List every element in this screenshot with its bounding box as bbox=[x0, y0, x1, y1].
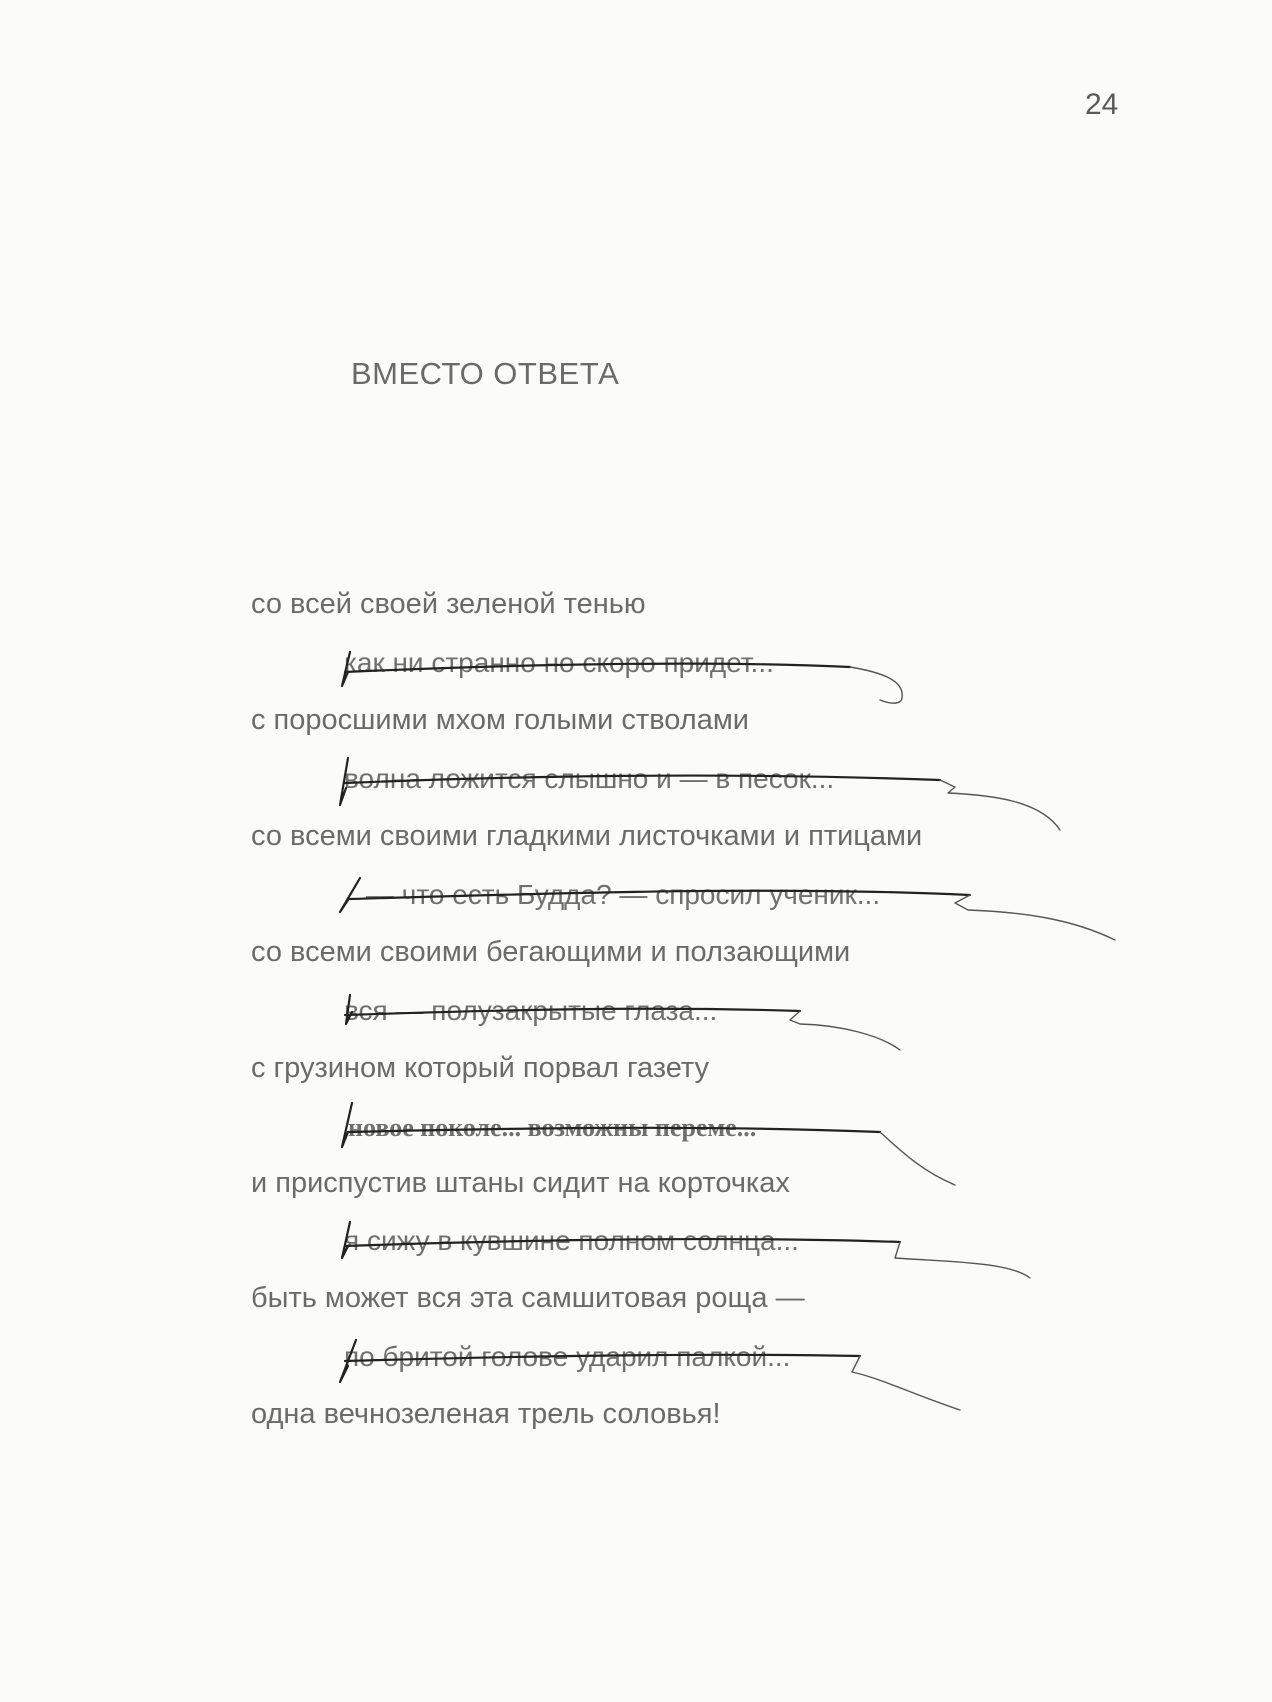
struck-line: по бритой голове ударил палкой... bbox=[344, 1341, 791, 1372]
struck-line: — что есть Будда? — спросил ученик... bbox=[366, 879, 881, 910]
hook-tail bbox=[850, 667, 902, 703]
struck-line: вся — полузакрытые глаза... bbox=[344, 995, 718, 1026]
hook-tail bbox=[940, 780, 1060, 830]
hook-tail bbox=[790, 1011, 900, 1050]
poem-line: со всеми своими бегающими и ползающими bbox=[251, 936, 851, 968]
poem-line: с грузином который порвал газету bbox=[251, 1052, 710, 1084]
poem-line: одна вечнозеленая трель соловья! bbox=[251, 1398, 721, 1430]
poem-line: быть может вся эта самшитовая роща — bbox=[251, 1282, 805, 1314]
hook-tail bbox=[955, 895, 1115, 940]
struck-line: волна ложится слышно и — в песок... bbox=[344, 763, 835, 794]
poem-line: со всей своей зеленой тенью bbox=[251, 588, 646, 620]
hook-tail bbox=[852, 1356, 960, 1410]
poem-line: с поросшими мхом голыми стволами bbox=[251, 704, 749, 736]
bracket-mark bbox=[340, 878, 360, 912]
poem-title: ВМЕСТО ОТВЕТА bbox=[351, 356, 620, 391]
struck-line: как ни странно но скоро придет... bbox=[344, 647, 774, 678]
struck-line: я сижу в кувшине полном солнца... bbox=[344, 1225, 799, 1256]
hook-tail bbox=[880, 1132, 955, 1185]
poem-line: и приспустив штаны сидит на корточках bbox=[251, 1167, 790, 1199]
struck-line: новое поколе... возможны переме... bbox=[348, 1113, 757, 1142]
poem-line: со всеми своими гладкими листочками и птицами bbox=[251, 820, 923, 852]
page-number: 24 bbox=[1085, 88, 1119, 121]
hook-tail bbox=[895, 1242, 1030, 1278]
